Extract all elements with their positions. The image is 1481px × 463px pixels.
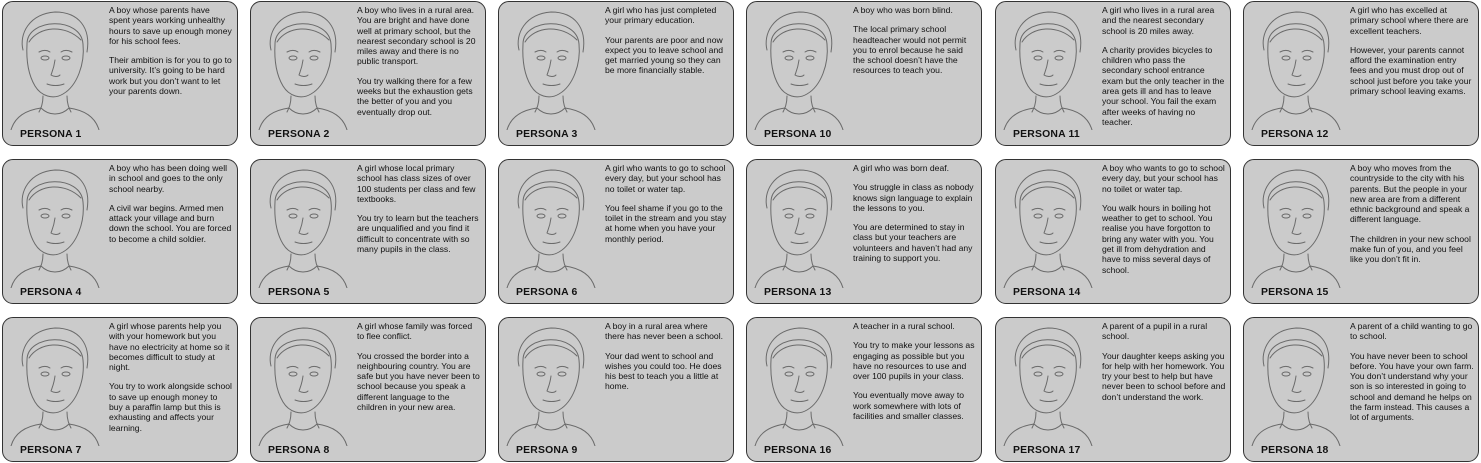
persona-card [746, 317, 982, 462]
persona-portrait [501, 162, 599, 288]
persona-paragraph: Your parents are poor and now expect you to leave school and get married young so they can be more financially stable. [605, 34, 724, 76]
persona-paragraph: You feel shame if you go to the toilet in the stream and you stay at home when you have your monthly period. [605, 202, 727, 244]
persona-paragraph: A boy who was born blind. [853, 5, 953, 15]
persona-paragraph: You try to make your lessons as engaging as possible but you have no resources to use and over 100 pupils in your class. [853, 340, 975, 382]
persona-description [1102, 5, 1226, 136]
persona-portrait [749, 162, 847, 288]
persona-paragraph: Your dad went to school and wishes you could too. He does his best to teach you a little at home. [605, 350, 722, 392]
persona-paragraph: The children in your new school make fun of you, and you feel like you don’t fit in. [1350, 233, 1471, 265]
persona-description [1350, 5, 1474, 105]
persona-description [109, 5, 233, 105]
persona-paragraph: Their ambition is for you to go to university. It’s going to be hard work but you don’t want to let your parents down. [109, 55, 232, 97]
persona-card [498, 159, 734, 304]
persona-card [995, 159, 1231, 304]
persona-paragraph: A girl who has excelled at primary school where there are excellent teachers. [1350, 5, 1469, 36]
persona-paragraph: You try to learn but the teachers are unqualified and you find it difficult to concentrate with so many pupils in the class. [357, 213, 479, 255]
persona-description [1350, 163, 1474, 274]
persona-label: PERSONA 5 [268, 287, 330, 298]
persona-paragraph: You eventually move away to work somewhere with lots of facilities and smaller classes. [853, 390, 964, 422]
persona-card [498, 1, 734, 146]
portrait-sketch [749, 162, 847, 288]
persona-portrait [749, 4, 847, 130]
persona-label: PERSONA 13 [764, 287, 832, 298]
persona-paragraph: You try to work alongside school to save up enough money to buy a paraffin lamp but this is exhausting and affects your learning. [109, 381, 232, 433]
persona-portrait [998, 320, 1096, 446]
persona-paragraph: A boy who wants to go to school every day, but your school has no toilet or water tap. [1102, 163, 1225, 194]
persona-paragraph: A boy who lives in a rural area. You are bright and have done well at primary school, but the nearest secondary school is 20 miles away and there is no public transport. [357, 5, 476, 67]
persona-description [357, 163, 481, 263]
persona-portrait [501, 4, 599, 130]
persona-description [357, 5, 481, 126]
persona-paragraph: A girl whose local primary school has class sizes of over 100 students per class and few textbooks. [357, 163, 476, 204]
persona-label: PERSONA 6 [516, 287, 578, 298]
persona-paragraph: A girl who was born deaf. [853, 163, 950, 173]
persona-label: PERSONA 12 [1261, 129, 1329, 140]
persona-paragraph: You have never been to school before. You have your own farm. You don’t understand why your son is so interested in going to school and demand he helps on the farm instead. This causes a lot of arguments. [1350, 350, 1474, 423]
portrait-sketch [501, 162, 599, 288]
portrait-sketch [998, 320, 1096, 446]
persona-paragraph: A boy in a rural area where there has never been a school. [605, 321, 724, 342]
persona-label: PERSONA 11 [1013, 129, 1080, 140]
persona-description [605, 163, 729, 253]
persona-label: PERSONA 10 [764, 129, 832, 140]
portrait-sketch [5, 162, 103, 288]
portrait-sketch [501, 4, 599, 130]
persona-card [995, 317, 1231, 462]
persona-paragraph: A girl who wants to go to school every day, but your school has no toilet or water tap. [605, 163, 726, 194]
persona-description [1102, 163, 1226, 284]
persona-paragraph: However, your parents cannot afford the examination entry fees and you must drop out of school just before you take your primary school leaving exams. [1350, 44, 1472, 97]
portrait-sketch [253, 162, 351, 288]
persona-card [2, 317, 238, 462]
persona-portrait [998, 162, 1096, 288]
persona-card [498, 317, 734, 462]
portrait-sketch [998, 162, 1096, 288]
portrait-sketch [1246, 4, 1344, 130]
persona-label: PERSONA 16 [764, 445, 832, 456]
portrait-sketch [253, 320, 351, 446]
persona-paragraph: Your daughter keeps asking you for help with her homework. You try your best to help but have never been to school before and don’t understand the work. [1102, 350, 1226, 402]
persona-description [605, 5, 729, 85]
persona-label: PERSONA 7 [20, 445, 82, 456]
persona-portrait [253, 4, 351, 130]
persona-card [1243, 317, 1479, 462]
portrait-sketch [1246, 320, 1344, 446]
persona-portrait [5, 320, 103, 446]
persona-paragraph: A girl who lives in a rural area and the nearest secondary school is 20 miles away. [1102, 5, 1215, 36]
persona-card [250, 159, 486, 304]
portrait-sketch [501, 320, 599, 446]
persona-paragraph: A boy who has been doing well in school and goes to the only school nearby. [109, 163, 228, 194]
portrait-sketch [5, 4, 103, 130]
persona-paragraph: You are determined to stay in class but your teachers are volunteers and haven’t had any training to support you. [853, 222, 973, 264]
portrait-sketch [1246, 162, 1344, 288]
persona-paragraph: A charity provides bicycles to children who pass the secondary school entrance exam but the only teacher in the area gets ill and has to leave your school. You fail the exam after weeks of having no teacher. [1102, 44, 1225, 127]
persona-card [250, 317, 486, 462]
persona-card [746, 159, 982, 304]
persona-description [357, 321, 481, 421]
persona-description [1350, 321, 1474, 432]
portrait-sketch [5, 320, 103, 446]
persona-paragraph: A girl who has just completed your primary education. [605, 5, 717, 26]
persona-paragraph: You walk hours in boiling hot weather to get to school. You realise you have forgotton to bring any water with you. You get ill from dehydration and have to miss several days of school. [1102, 202, 1214, 275]
persona-portrait [1246, 320, 1344, 446]
persona-label: PERSONA 4 [20, 287, 82, 298]
persona-card [746, 1, 982, 146]
persona-label: PERSONA 3 [516, 129, 578, 140]
persona-portrait [998, 4, 1096, 130]
persona-card [250, 1, 486, 146]
persona-card [1243, 1, 1479, 146]
persona-card [2, 159, 238, 304]
persona-description [1102, 321, 1226, 411]
persona-paragraph: A parent of a pupil in a rural school. [1102, 321, 1208, 342]
portrait-sketch [998, 4, 1096, 130]
persona-label: PERSONA 18 [1261, 445, 1329, 456]
portrait-sketch [749, 320, 847, 446]
persona-paragraph: A boy who moves from the countryside to the city with his parents. But the people in your new area are from a different ethnic background and speak a different language. [1350, 163, 1470, 225]
persona-paragraph: A girl whose family was forced to flee conflict. [357, 321, 473, 342]
persona-portrait [253, 162, 351, 288]
persona-description [109, 163, 233, 253]
persona-paragraph: A girl whose parents help you with your homework but you have no electricity at home so it becomes difficult to study at night. [109, 321, 230, 373]
persona-description [853, 163, 977, 272]
persona-label: PERSONA 9 [516, 445, 578, 456]
persona-label: PERSONA 14 [1013, 287, 1081, 298]
persona-card [995, 1, 1231, 146]
persona-card [2, 1, 238, 146]
persona-label: PERSONA 8 [268, 445, 330, 456]
persona-paragraph: You crossed the border into a neighbouring country. You are safe but you have never been to school because you speak a different language to the children in your new area. [357, 350, 480, 413]
persona-description [605, 321, 729, 401]
persona-label: PERSONA 17 [1013, 445, 1081, 456]
persona-paragraph: The local primary school headteacher would not permit you to enrol because he said the school doesn’t have the resources to teach you. [853, 24, 967, 76]
persona-portrait [5, 162, 103, 288]
persona-portrait [501, 320, 599, 446]
persona-portrait [5, 4, 103, 130]
persona-paragraph: You struggle in class as nobody knows sign language to explain the lessons to you. [853, 182, 974, 213]
persona-paragraph: A boy whose parents have spent years working unhealthy hours to save up enough money for his school fees. [109, 5, 232, 46]
persona-label: PERSONA 1 [20, 129, 82, 140]
persona-description [109, 321, 233, 442]
persona-description [853, 5, 977, 85]
portrait-sketch [749, 4, 847, 130]
persona-paragraph: A teacher in a rural school. [853, 321, 955, 331]
persona-paragraph: You try walking there for a few weeks but the exhaustion gets the better of you and you eventually drop out. [357, 75, 473, 117]
persona-portrait [1246, 4, 1344, 130]
portrait-sketch [253, 4, 351, 130]
persona-paragraph: A parent of a child wanting to go to school. [1350, 321, 1473, 342]
persona-paragraph: A civil war begins. Armed men attack your village and burn down the school. You are forced to become a child soldier. [109, 202, 232, 244]
persona-portrait [1246, 162, 1344, 288]
persona-card [1243, 159, 1479, 304]
persona-label: PERSONA 2 [268, 129, 330, 140]
persona-label: PERSONA 15 [1261, 287, 1329, 298]
persona-description [853, 321, 977, 430]
persona-portrait [749, 320, 847, 446]
persona-portrait [253, 320, 351, 446]
